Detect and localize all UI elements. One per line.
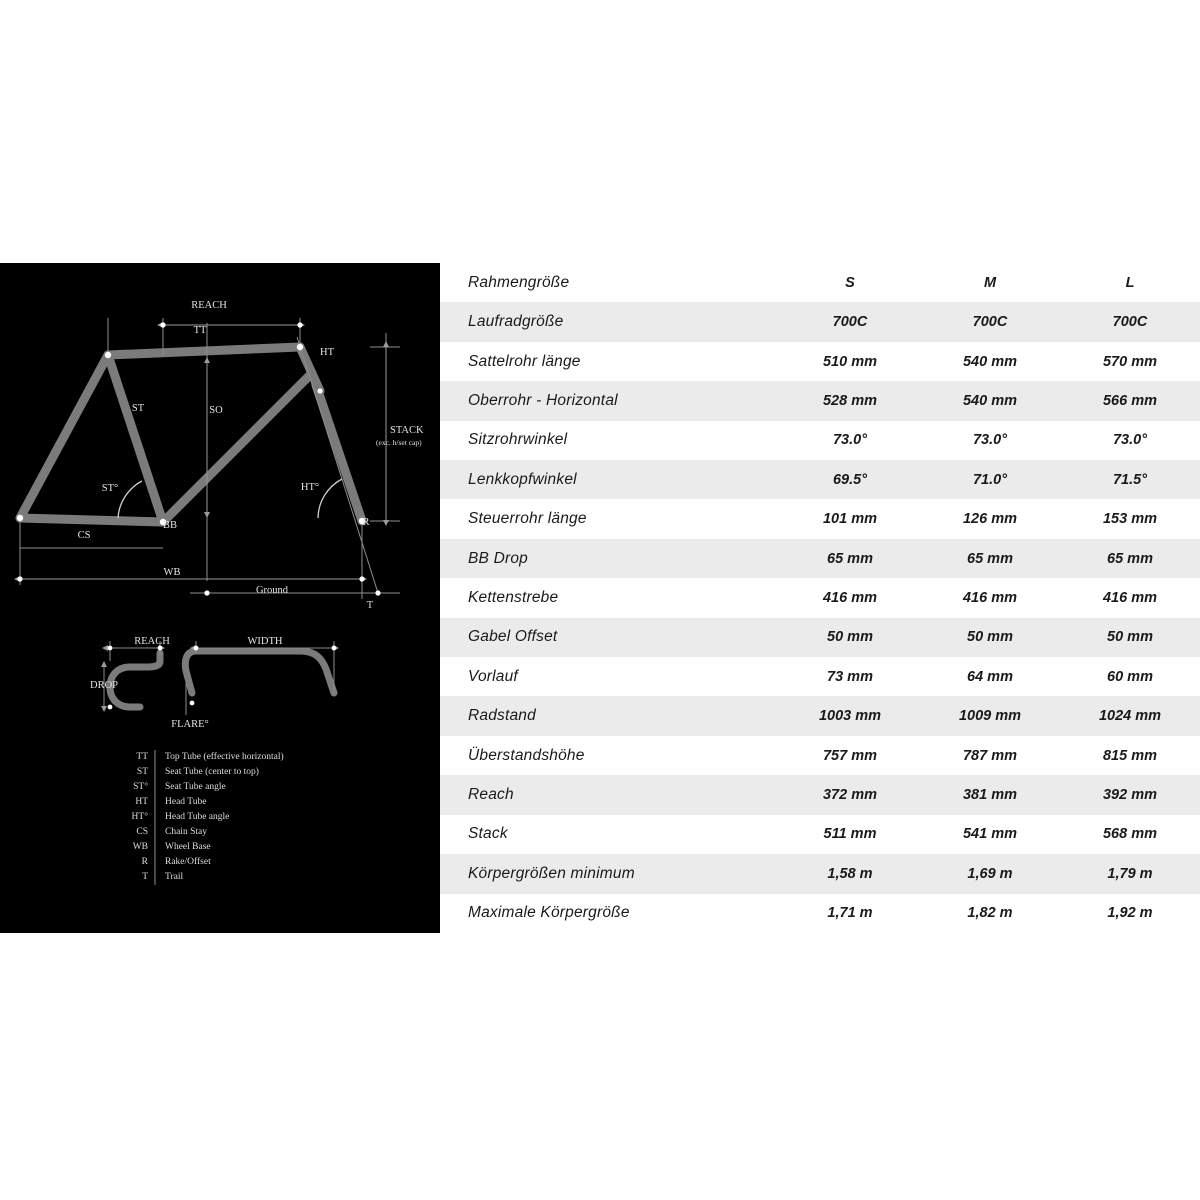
- row-value-s: 73.0°: [832, 432, 868, 449]
- row-value-s: 511 mm: [823, 826, 877, 843]
- table-row: [440, 618, 1200, 657]
- row-value-m: 416 mm: [962, 589, 1017, 606]
- table-row: [440, 815, 1200, 854]
- legend-abbr-cs: CS: [136, 827, 148, 837]
- row-label: Reach: [468, 785, 514, 803]
- table-row: [440, 736, 1200, 775]
- legend-desc-wb: Wheel Base: [165, 842, 211, 852]
- row-value-l: 566 mm: [1102, 392, 1157, 409]
- row-value-s: 101 mm: [822, 511, 877, 528]
- label-ground: Ground: [255, 585, 289, 596]
- frame-tubes: [20, 347, 362, 522]
- label-tt: TT: [193, 325, 207, 336]
- legend-desc-ht: Head Tube: [165, 797, 207, 807]
- row-value-l: 153 mm: [1102, 511, 1157, 528]
- row-value-m: 71.0°: [972, 471, 1008, 488]
- legend-desc-st-angle: Seat Tube angle: [165, 782, 226, 792]
- table-row: [440, 539, 1200, 578]
- table-row: [440, 894, 1200, 933]
- row-label: Sitzrohrwinkel: [468, 431, 568, 449]
- row-value-m: 541 mm: [962, 826, 1017, 843]
- geometry-figure: [0, 263, 1200, 933]
- table-row: [440, 775, 1200, 814]
- row-value-m: 1,69 m: [967, 865, 1013, 882]
- label-bar-flare: FLARE°: [171, 719, 209, 730]
- row-value-m: 73.0°: [972, 432, 1008, 449]
- row-value-l: 50 mm: [1107, 629, 1153, 646]
- row-value-l: 815 mm: [1102, 747, 1157, 764]
- label-ht-angle: HT°: [300, 482, 320, 493]
- label-stack: STACK: [390, 425, 424, 436]
- legend-abbr-tt: TT: [136, 752, 148, 762]
- legend-abbr-st-angle: ST°: [133, 782, 148, 792]
- row-value-m: 540 mm: [962, 353, 1017, 370]
- row-label: Überstandshöhe: [468, 746, 585, 764]
- legend-abbr-ht-angle: HT°: [131, 812, 148, 822]
- label-reach: REACH: [191, 300, 227, 311]
- table-row: [440, 342, 1200, 381]
- table-row: [440, 854, 1200, 893]
- table-row: [440, 263, 1200, 302]
- row-value-m: 381 mm: [962, 786, 1017, 803]
- legend-abbr-wb: WB: [132, 842, 148, 852]
- geometry-spec-table: [440, 263, 1200, 933]
- row-value-s: 372 mm: [822, 786, 877, 803]
- row-value-l: 1,79 m: [1107, 865, 1153, 882]
- row-value-m: 65 mm: [967, 550, 1013, 567]
- row-value-m: M: [983, 274, 997, 291]
- legend-desc-t: Trail: [165, 872, 184, 882]
- legend-desc-cs: Chain Stay: [165, 827, 207, 837]
- row-value-l: 1024 mm: [1098, 708, 1162, 725]
- table-row: [440, 578, 1200, 617]
- dimension-arrows: [20, 325, 386, 579]
- table-row: [440, 302, 1200, 341]
- label-st: ST: [131, 403, 145, 414]
- row-value-m: 787 mm: [962, 747, 1017, 764]
- row-label: Stack: [468, 825, 508, 843]
- row-value-m: 50 mm: [967, 629, 1013, 646]
- legend-abbr-st: ST: [136, 767, 148, 777]
- label-r: R: [362, 517, 370, 528]
- row-label: Gabel Offset: [468, 628, 558, 646]
- row-label: Maximale Körpergröße: [468, 904, 630, 922]
- row-label: Kettenstrebe: [468, 588, 559, 606]
- row-value-m: 126 mm: [962, 511, 1017, 528]
- legend-abbr-r: R: [141, 857, 148, 867]
- legend-desc-r: Rake/Offset: [165, 857, 211, 867]
- geometry-diagram-svg: [0, 263, 440, 933]
- label-st-angle: ST°: [101, 483, 119, 494]
- row-label: Sattelrohr länge: [468, 352, 581, 370]
- row-value-s: 700C: [832, 314, 868, 331]
- label-wb: WB: [163, 567, 181, 578]
- label-bar-width: WIDTH: [247, 636, 283, 647]
- row-value-l: 570 mm: [1102, 353, 1157, 370]
- row-label: BB Drop: [468, 549, 528, 567]
- row-value-s: 510 mm: [822, 353, 877, 370]
- row-value-s: 528 mm: [822, 392, 877, 409]
- row-value-l: 65 mm: [1107, 550, 1153, 567]
- legend-desc-ht-angle: Head Tube angle: [165, 812, 230, 822]
- row-value-l: 71.5°: [1112, 471, 1148, 488]
- row-label: Lenkkopfwinkel: [468, 470, 577, 488]
- row-value-l: 73.0°: [1112, 432, 1148, 449]
- legend-abbr-ht: HT: [135, 797, 148, 807]
- label-cs: CS: [77, 530, 91, 541]
- row-value-l: 416 mm: [1102, 589, 1157, 606]
- row-value-l: 60 mm: [1107, 668, 1153, 685]
- row-value-l: 392 mm: [1102, 786, 1157, 803]
- legend-desc-tt: Top Tube (effective horizontal): [165, 752, 284, 762]
- row-label: Steuerrohr länge: [468, 510, 587, 528]
- row-value-s: 65 mm: [827, 550, 873, 567]
- row-value-s: 1003 mm: [818, 708, 882, 725]
- row-value-l: L: [1125, 274, 1135, 291]
- label-bar-drop: DROP: [89, 680, 119, 691]
- legend-abbr-t: T: [142, 872, 148, 882]
- row-value-m: 540 mm: [962, 392, 1017, 409]
- row-value-s: 416 mm: [822, 589, 877, 606]
- handlebar-diagram: [90, 636, 336, 730]
- joint-dots: [17, 322, 381, 595]
- row-value-s: 1,71 m: [827, 905, 873, 922]
- label-t: T: [366, 600, 374, 611]
- row-label: Oberrohr - Horizontal: [468, 391, 618, 409]
- row-value-l: 700C: [1112, 314, 1148, 331]
- legend: [132, 750, 284, 885]
- label-so: SO: [209, 405, 223, 416]
- table-row: [440, 421, 1200, 460]
- label-stack-note: (exc. h/set cap): [376, 438, 422, 447]
- row-value-l: 568 mm: [1102, 826, 1157, 843]
- row-value-s: 1,58 m: [827, 865, 873, 882]
- row-value-m: 700C: [972, 314, 1008, 331]
- row-value-s: 73 mm: [827, 668, 873, 685]
- table-row: [440, 460, 1200, 499]
- row-value-m: 1009 mm: [958, 708, 1022, 725]
- label-ht-top: HT: [320, 347, 334, 358]
- table-row: [440, 381, 1200, 420]
- row-value-s: 50 mm: [827, 629, 873, 646]
- legend-desc-st: Seat Tube (center to top): [165, 767, 259, 777]
- label-bb: BB: [162, 520, 178, 531]
- row-label: Körpergrößen minimum: [468, 864, 635, 882]
- row-value-m: 64 mm: [967, 668, 1013, 685]
- row-value-m: 1,82 m: [967, 905, 1013, 922]
- table-row: [440, 499, 1200, 538]
- row-label: Vorlauf: [468, 667, 518, 685]
- row-label: Rahmengröße: [468, 273, 570, 291]
- table-row: [440, 657, 1200, 696]
- row-value-s: S: [845, 274, 855, 291]
- row-value-s: 757 mm: [822, 747, 877, 764]
- label-bar-reach: REACH: [134, 636, 170, 647]
- row-label: Radstand: [468, 707, 536, 725]
- geometry-diagram-panel: [0, 263, 440, 933]
- table-row: [440, 696, 1200, 735]
- row-value-l: 1,92 m: [1107, 905, 1153, 922]
- row-label: Laufradgröße: [468, 313, 564, 331]
- row-value-s: 69.5°: [832, 471, 868, 488]
